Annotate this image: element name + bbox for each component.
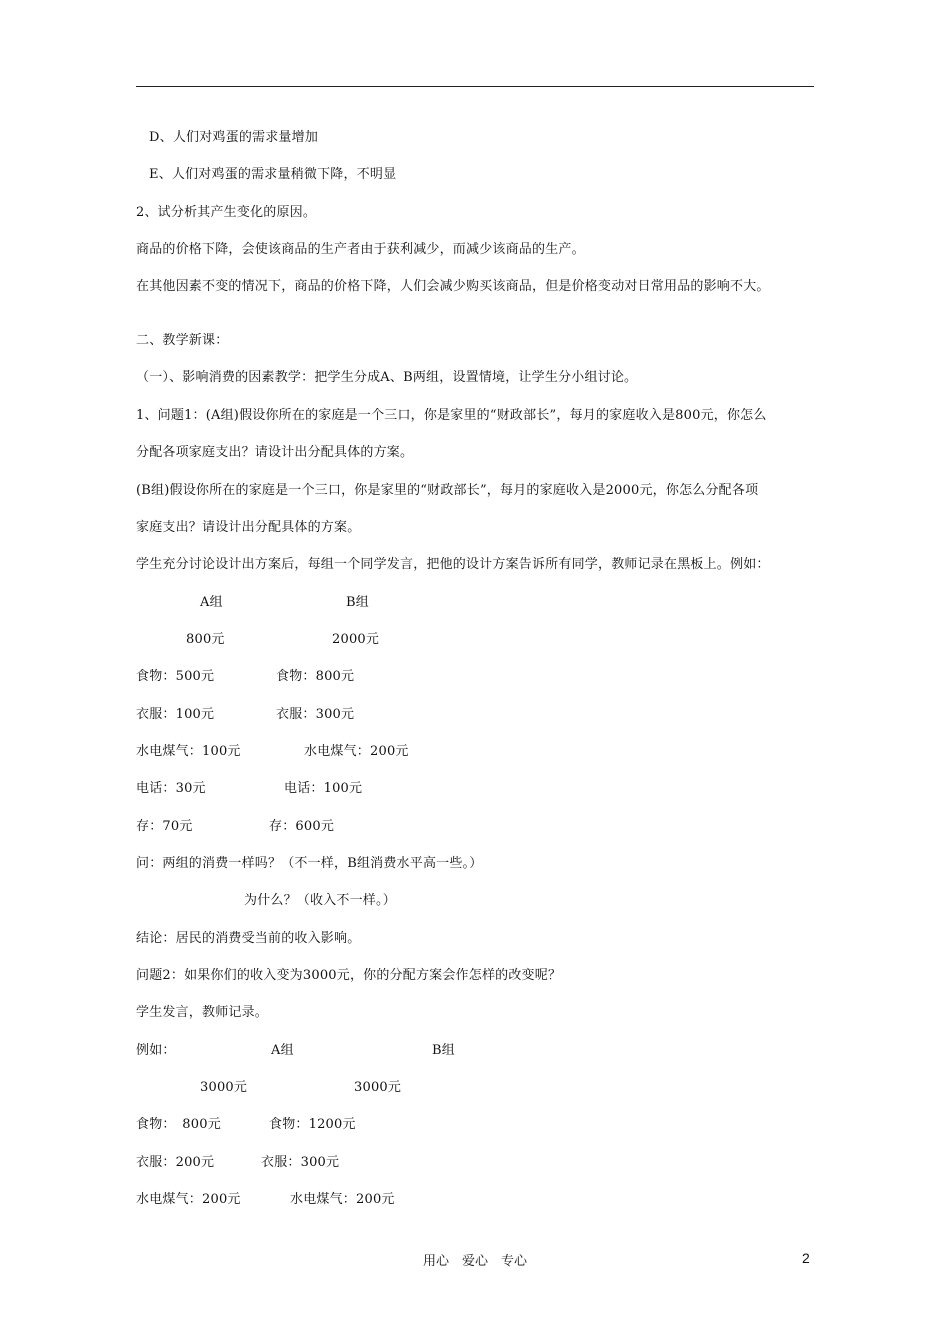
table1-row-a: 衣服：100元	[136, 707, 215, 722]
header-rule	[136, 86, 814, 87]
problem1-a-line2: 分配各项家庭支出？请设计出分配具体的方案。	[136, 445, 414, 460]
discussion-text: 学生充分讨论设计出方案后，每组一个同学发言，把他的设计方案告诉所有同学，教师记录在黑板上。例如：	[136, 557, 770, 572]
subsection-heading: （一）、影响消费的因素教学：把学生分成A、B两组，设置情境，让学生分小组讨论。	[136, 370, 638, 385]
table2-row-a: 食物： 800元	[136, 1117, 221, 1132]
qa-question: 问：两组的消费一样吗？（不一样，B组消费水平高一些。）	[136, 856, 483, 871]
problem1-b-line2: 家庭支出？请设计出分配具体的方案。	[136, 520, 361, 535]
table2-row-b: 食物：1200元	[269, 1117, 356, 1132]
table1-group-a: A组	[200, 595, 223, 610]
qa-conclusion: 结论：居民的消费受当前的收入影响。	[136, 931, 361, 946]
problem2-speak: 学生发言，教师记录。	[136, 1005, 269, 1020]
table2-row-b: 衣服：300元	[261, 1155, 340, 1170]
table1-row-b: 电话：100元	[284, 781, 363, 796]
table1-row-b: 食物：800元	[276, 669, 355, 684]
table1-income-b: 2000元	[332, 632, 380, 647]
problem2-text: 问题2：如果你们的收入变为3000元，你的分配方案会作怎样的改变呢？	[136, 968, 562, 983]
page-number: 2	[802, 1250, 810, 1266]
table1-row-b: 衣服：300元	[276, 707, 355, 722]
table1-income-a: 800元	[186, 632, 225, 647]
table1-row-b: 水电煤气：200元	[304, 744, 409, 759]
option-e: E、人们对鸡蛋的需求量稍微下降，不明显	[149, 167, 397, 182]
table2-row-b: 水电煤气：200元	[290, 1192, 395, 1207]
table1-row-b: 存：600元	[269, 819, 335, 834]
table1-row-a: 食物：500元	[136, 669, 215, 684]
q2-paragraph-1: 商品的价格下降，会使该商品的生产者由于获利减少，而减少该商品的生产。	[136, 242, 585, 257]
table2-row-a: 水电煤气：200元	[136, 1192, 241, 1207]
problem1-b-line1: (B组)假设你所在的家庭是一个三口，你是家里的“财政部长”，每月的家庭收入是2000元，你怎么分配各项	[136, 483, 759, 498]
table1-row-a: 存：70元	[136, 819, 193, 834]
q2-title: 2、试分析其产生变化的原因。	[136, 205, 317, 220]
footer-motto: 用心 爱心 专心	[422, 1254, 527, 1269]
section-heading: 二、教学新课：	[136, 333, 229, 348]
problem2-example: 例如：	[136, 1043, 176, 1058]
table2-row-a: 衣服：200元	[136, 1155, 215, 1170]
table1-group-b: B组	[346, 595, 369, 610]
qa-why: 为什么？（收入不一样。）	[244, 893, 396, 908]
table1-row-a: 水电煤气：100元	[136, 744, 241, 759]
table2-income-b: 3000元	[354, 1080, 402, 1095]
option-d: D、人们对鸡蛋的需求量增加	[149, 130, 319, 145]
table2-group-a: A组	[271, 1043, 294, 1058]
table2-group-b: B组	[432, 1043, 455, 1058]
table2-income-a: 3000元	[200, 1080, 248, 1095]
table1-row-a: 电话：30元	[136, 781, 206, 796]
problem1-a-line1: 1、问题1：(A组)假设你所在的家庭是一个三口，你是家里的“财政部长”，每月的家庭收入是800元，你怎么	[136, 408, 767, 423]
q2-paragraph-2: 在其他因素不变的情况下，商品的价格下降，人们会减少购买该商品，但是价格变动对日常用品的影响不大。	[136, 279, 770, 294]
